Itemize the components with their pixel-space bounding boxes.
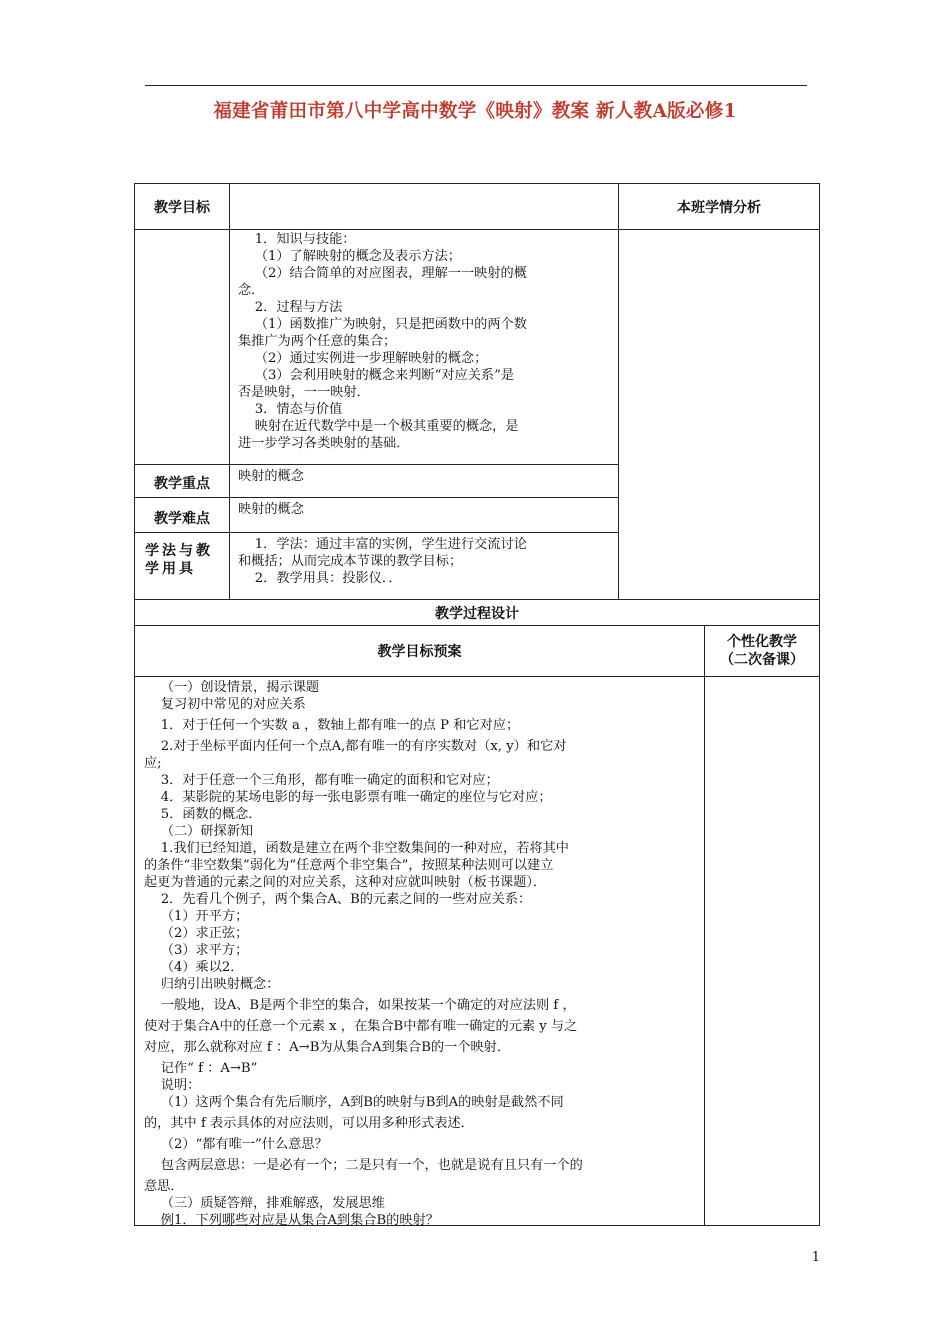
process-line: 对应，那么就称对应 f ：A→B为从集合A到集合B的一个映射．	[144, 1040, 511, 1055]
label-key-point	[134, 464, 230, 498]
process-content	[134, 676, 705, 1226]
process-line: 记作“ f ：A→B”	[144, 1061, 258, 1076]
objectives-line: （3）会利用映射的概念来判断“对应关系”是	[238, 368, 515, 383]
class-analysis-content	[618, 229, 820, 600]
process-line: 使对于集合A中的任意一个元素 x ，在集合B中都有唯一确定的元素 y 与之	[144, 1019, 578, 1034]
document-title: 福建省莆田市第八中学高中数学《映射》教案 新人教A版必修1	[213, 101, 737, 122]
process-line: 意思．	[144, 1179, 184, 1194]
process-design-header	[134, 599, 820, 626]
process-line: 说明：	[144, 1078, 201, 1093]
process-line: （3）求平方；	[144, 943, 249, 958]
label-key-point-text: 教学重点	[154, 476, 210, 492]
process-line: 1.我们已经知道，函数是建立在两个非空数集间的一种对应，若将其中	[144, 841, 569, 856]
process-line: （二）研探新知	[144, 824, 254, 839]
label-difficulty	[134, 497, 230, 533]
objectives-line: 否是映射，一一映射．	[238, 385, 370, 400]
process-line: 2.对于坐标平面内任何一个点A,都有唯一的有序实数对（x, y）和它对	[144, 739, 567, 754]
personal-teaching-header-text: 个性化教学（二次备课）	[720, 634, 804, 668]
process-line: 归纳引出映射概念：	[144, 977, 280, 992]
label-objectives	[134, 183, 230, 230]
objectives-left-blank	[134, 229, 230, 465]
plan-header	[134, 625, 705, 677]
objectives-line: （1）了解映射的概念及表示方法；	[238, 249, 461, 264]
personal-teaching-header	[704, 625, 820, 677]
process-line: （2）求正弦；	[144, 926, 249, 941]
process-line: 例1．下列哪些对应是从集合A到集合B的映射？	[144, 1213, 439, 1228]
process-line: （4）乘以2．	[144, 960, 244, 975]
label-methods-tools	[134, 532, 230, 600]
process-line: 的条件“非空数集”弱化为“任意两个非空集合”，按照某种法则可以建立	[144, 858, 554, 873]
plan-header-text: 教学目标预案	[377, 644, 462, 660]
process-line: 的，其中 f 表示具体的对应法则，可以用多种形式表述．	[144, 1116, 474, 1131]
objectives-line: 进一步学习各类映射的基础．	[238, 436, 410, 451]
label-objectives-text: 教学目标	[154, 199, 210, 216]
process-line: （三）质疑答辩，排难解惑，发展思维	[144, 1196, 385, 1211]
difficulty-text: 映射的概念	[238, 502, 304, 517]
difficulty-content	[229, 497, 619, 533]
process-line: （1）这两个集合有先后顺序，A到B的映射与B到A的映射是截然不同	[144, 1095, 564, 1110]
methods-line: 2．教学用具：投影仪．．	[238, 571, 402, 586]
objectives-line: 映射在近代数学中是一个极其重要的概念，是	[238, 419, 519, 434]
process-line: （一）创设情景，揭示课题	[144, 680, 320, 695]
process-line: 1．对于任何一个实数 a ，数轴上都有唯一的点 P 和它对应；	[144, 718, 520, 733]
key-point-content	[229, 464, 619, 498]
objectives-line: 2．过程与方法	[238, 300, 343, 315]
objectives-line: （2）结合简单的对应图表，理解一一映射的概	[238, 266, 527, 281]
label-methods-tools-text: 学法与教学用具	[145, 543, 213, 577]
label-class-analysis-text: 本班学情分析	[677, 199, 761, 216]
process-line: 5．函数的概念．	[144, 807, 262, 822]
objectives-line: （2）通过实例进一步理解映射的概念；	[238, 351, 488, 366]
process-line: 应;	[144, 756, 162, 771]
methods-content	[229, 532, 619, 600]
process-line: 包含两层意思：一是必有一个；二是只有一个，也就是说有且只有一个的	[144, 1158, 583, 1173]
page-number: 1	[811, 1250, 820, 1265]
process-line: 3．对于任意一个三角形，都有唯一确定的面积和它对应；	[144, 773, 499, 788]
objectives-line: 集推广为两个任意的集合；	[238, 334, 397, 349]
methods-line: 1．学法：通过丰富的实例，学生进行交流讨论	[238, 537, 527, 552]
process-design-header-text: 教学过程设计	[435, 605, 519, 622]
process-line: 复习初中常见的对应关系	[144, 697, 306, 712]
process-lines	[144, 679, 698, 1229]
objectives-line: 1．知识与技能：	[238, 232, 356, 247]
header-rule	[145, 85, 807, 86]
process-line: 起更为普通的元素之间的对应关系，这种对应就叫映射（板书课题）．	[144, 875, 547, 890]
objectives-line: 3．情态与价值	[238, 402, 343, 417]
label-difficulty-text: 教学难点	[154, 511, 210, 527]
personal-teaching-content	[704, 676, 820, 1226]
process-line: （1）开平方；	[144, 909, 249, 924]
process-line: （2）“都有唯一”什么意思？	[144, 1137, 328, 1152]
label-class-analysis	[618, 183, 820, 230]
process-line: 4．某影院的某场电影的每一张电影票有唯一确定的座位与它对应；	[144, 790, 552, 805]
key-point-text: 映射的概念	[238, 469, 304, 484]
methods-line: 和概括；从而完成本节课的教学目标；	[238, 554, 463, 569]
objectives-header-blank	[229, 183, 619, 230]
objectives-content	[229, 229, 619, 465]
process-line: 一般地，设A、B是两个非空的集合，如果按某一个确定的对应法则 f ，	[144, 998, 576, 1013]
objectives-line: 念．	[238, 283, 265, 298]
objectives-line: （1）函数推广为映射，只是把函数中的两个数	[238, 317, 527, 332]
objectives-lines	[238, 231, 610, 452]
process-line: 2．先看几个例子，两个集合A、B的元素之间的一些对应关系：	[144, 892, 532, 907]
methods-lines	[238, 536, 610, 587]
